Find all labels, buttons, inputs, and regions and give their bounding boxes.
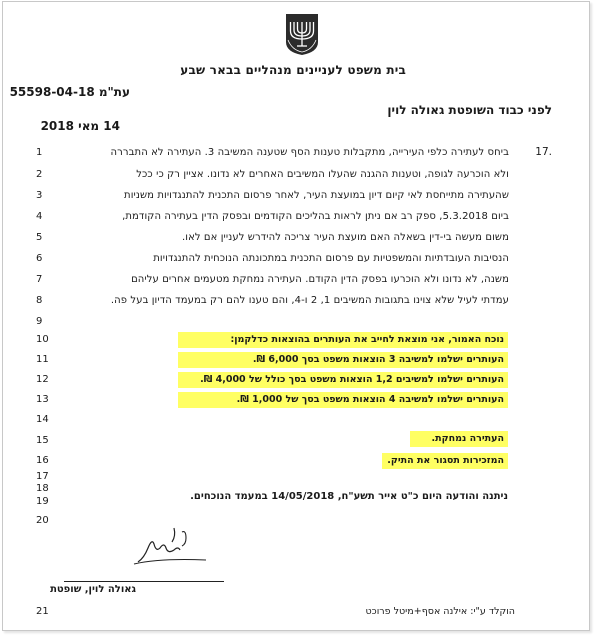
line-number: 6 (36, 253, 43, 264)
case-number: עת"מ 55598-04-18 (9, 85, 130, 99)
line-number: 3 (36, 190, 43, 201)
body-line: עמדתי לעיל שלא צוינו בתגובות המשיבים 1, 2 ו-4, והם טענו להם רק במעמד הדיון בעל פה. (110, 295, 509, 306)
judge-heading: לפני כבוד השופטת גאולה לוין (387, 103, 552, 117)
line-number: 10 (36, 334, 49, 345)
costs-item-highlight: העותרים ישלמו למשיבה 3 הוצאות משפט בסך 6,000 ₪. (178, 352, 508, 368)
state-emblem-icon (282, 12, 322, 56)
line-number: 14 (36, 414, 49, 425)
line-number: 4 (36, 211, 43, 222)
line-number: 11 (36, 354, 49, 365)
line-number: 17 (36, 471, 49, 482)
body-line: ביום 5.3.2018, ספק רב אם ניתן לראות בהליכים הקודמים ובפסק הדין בעתירה הקודמת, (122, 211, 509, 222)
signature-line (64, 581, 224, 582)
line-number: 9 (36, 316, 43, 327)
ruling-highlight: המזכירות תסגור את התיק. (382, 453, 508, 469)
body-line: הנסיבות העובדתיות והמשפטיות עם פרסום התכנית במתכונתה הנוכחית להתנגדויות (153, 253, 509, 264)
body-line: שהעתירה מתייחסת לאי קיום דיון במועצת העיר, לאחר פרסום התכנית להתנגדויות משניות (124, 190, 509, 201)
line-number: 2 (36, 169, 43, 180)
line-number: 13 (36, 394, 49, 405)
hearing-date: 14 מאי 2018 (40, 119, 120, 133)
costs-item-highlight: העותרים ישלמו למשיבים 1,2 הוצאות משפט בסך כולל של 4,000 ₪. (178, 372, 508, 388)
body-line: ביחס לעתירה כלפי העירייה, מתקבלות טענות הסף שטענה המשיבה 3. העתירה לא התבררה (110, 147, 509, 158)
line-number: 20 (36, 515, 49, 526)
given-date-line: ניתנה והודעה היום כ"ט אייר תשע"ח, 14/05/2018 במעמד הנוכחים. (190, 491, 508, 502)
line-number: 15 (36, 435, 49, 446)
body-line: משנה, לא נדונו ולא הוכרעו בפסק הדין הקודם. העתירה נמחקת מטעמים אחרים עליהם (131, 274, 509, 285)
line-number: 19 (36, 496, 49, 507)
typed-by-line: הוקלד ע"י: אילנה אסף+מיטל פרוכט (365, 606, 515, 617)
ruling-highlight: העתירה נמחקת. (410, 431, 508, 447)
line-number: 12 (36, 374, 49, 385)
judge-signature-image (130, 518, 210, 568)
judge-signature-name: גאולה לוין, שופטת (50, 584, 136, 595)
body-line: ולא הוכרעה לגופה, וטענות ההגנה שהעלו המשיבים האחרים לא נדונו. אציין רק כי ככל (136, 169, 509, 180)
line-number: 7 (36, 274, 43, 285)
line-number: 5 (36, 232, 43, 243)
line-number: 21 (36, 606, 49, 617)
line-number: 1 (36, 147, 43, 158)
body-line: משום מעשה בי-דין בשאלה האם מועצת העיר צריכה להידרש לעניין אם לאו. (181, 232, 509, 243)
costs-intro-highlight: נוכח האמור, אני מוצאת לחייב את העותרים בהוצאות כדלקמן: (178, 332, 508, 348)
line-number: 8 (36, 295, 43, 306)
line-number: 18 (36, 483, 49, 494)
paragraph-number: 17. (535, 146, 552, 158)
costs-item-highlight: העותרים ישלמו למשיבה 4 הוצאות משפט בסך של 1,000 ₪. (178, 392, 508, 408)
line-number: 16 (36, 455, 49, 466)
court-name: בית משפט לעניינים מנהליים בבאר שבע (180, 63, 406, 77)
